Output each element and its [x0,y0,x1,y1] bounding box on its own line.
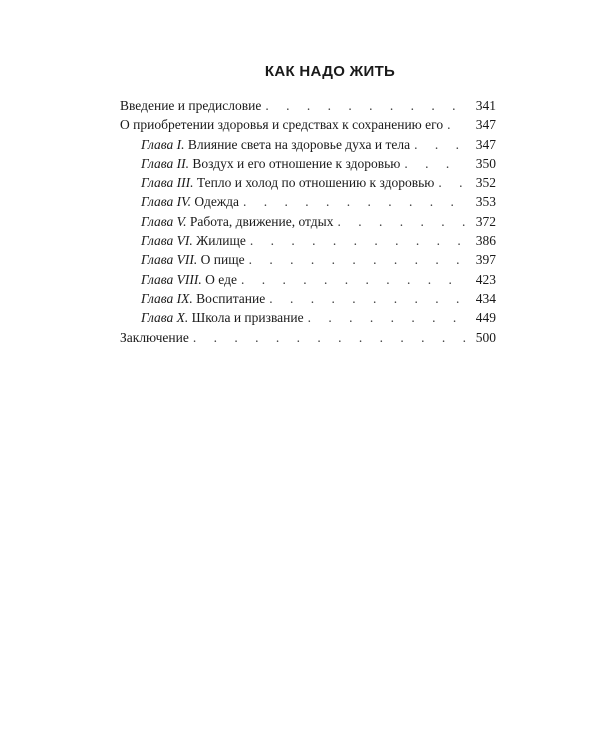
toc-entry [120,192,496,211]
dot-leader [243,192,466,211]
chapter-number: Глава X. [141,310,189,326]
toc-entry [120,231,496,250]
toc-entry-title [141,231,246,250]
toc-entry-title [120,115,443,134]
page-number: 397 [475,252,496,268]
chapter-number: Глава VIII. [141,271,202,287]
dot-leader [265,96,466,115]
page-number: 423 [475,271,496,287]
entry-text: О приобретении здоровья и средствах к сохранению его [120,117,444,133]
toc-entry-title [120,328,189,347]
entry-text: Школа и призвание [188,310,304,326]
dot-leader [308,308,466,327]
toc-entry-title [141,154,400,173]
entry-text: Воспитание [192,290,266,306]
entry-text: Влияние света на здоровье духа и тела [184,136,411,152]
dot-leader [269,289,466,308]
toc-entry [120,135,496,154]
page-number: 350 [475,155,496,171]
toc-entry-title [141,192,239,211]
chapter-number: Глава II. [141,155,190,171]
chapter-number: Глава V. [141,213,187,229]
page-number: 347 [475,117,496,133]
toc-entry [120,308,496,327]
toc-entry-title [141,250,245,269]
dot-leader [438,173,466,192]
page-number: 449 [475,310,496,326]
toc-entry [120,270,496,289]
toc-entry [120,96,496,115]
dot-leader [249,250,466,269]
table-of-contents [120,96,496,347]
chapter-number: Глава I. [141,136,185,152]
page-number: 353 [475,194,496,210]
dot-leader [241,270,466,289]
entry-text: Одежда [191,194,240,210]
toc-entry [120,173,496,192]
chapter-number: Глава VII. [141,252,198,268]
toc-entry-title [141,289,265,308]
toc-entry [120,250,496,269]
toc-entry-title [141,135,410,154]
toc-entry-title [141,173,434,192]
page-number: 372 [475,213,496,229]
page-number: 347 [475,136,496,152]
chapter-number: Глава IX. [141,290,193,306]
dot-leader [414,135,466,154]
entry-text: Воздух и его отношение к здоровью [189,155,401,171]
page-number: 386 [475,233,496,249]
chapter-number: Глава VI. [141,233,193,249]
page-number: 352 [475,175,496,191]
entry-text: Жилище [192,233,246,249]
toc-entry [120,289,496,308]
dot-leader [250,231,466,250]
chapter-number: Глава III. [141,175,194,191]
entry-text: Введение и предисловие [120,98,262,113]
chapter-number: Глава IV. [141,194,192,210]
page-number: 434 [475,290,496,306]
page-number: 341 [475,98,496,113]
dot-leader [337,212,466,231]
toc-entry-title [141,212,333,231]
entry-text: Тепло и холод по отношению к здоровью [193,175,435,191]
dot-leader [193,328,466,347]
entry-text: Заключение [120,329,189,345]
toc-entry-title [141,308,304,327]
dot-leader [404,154,466,173]
page-number: 500 [475,329,496,345]
toc-entry [120,115,496,134]
toc-entry-title [141,270,237,289]
toc-entry [120,212,496,231]
toc-entry [120,328,496,347]
dot-leader [447,115,466,134]
toc-entry-title [120,96,261,115]
page-title: КАК НАДО ЖИТЬ [264,63,396,80]
entry-text: О пище [197,252,245,268]
entry-text: О еде [201,271,237,287]
entry-text: Работа, движение, отдых [186,213,334,229]
toc-entry [120,154,496,173]
